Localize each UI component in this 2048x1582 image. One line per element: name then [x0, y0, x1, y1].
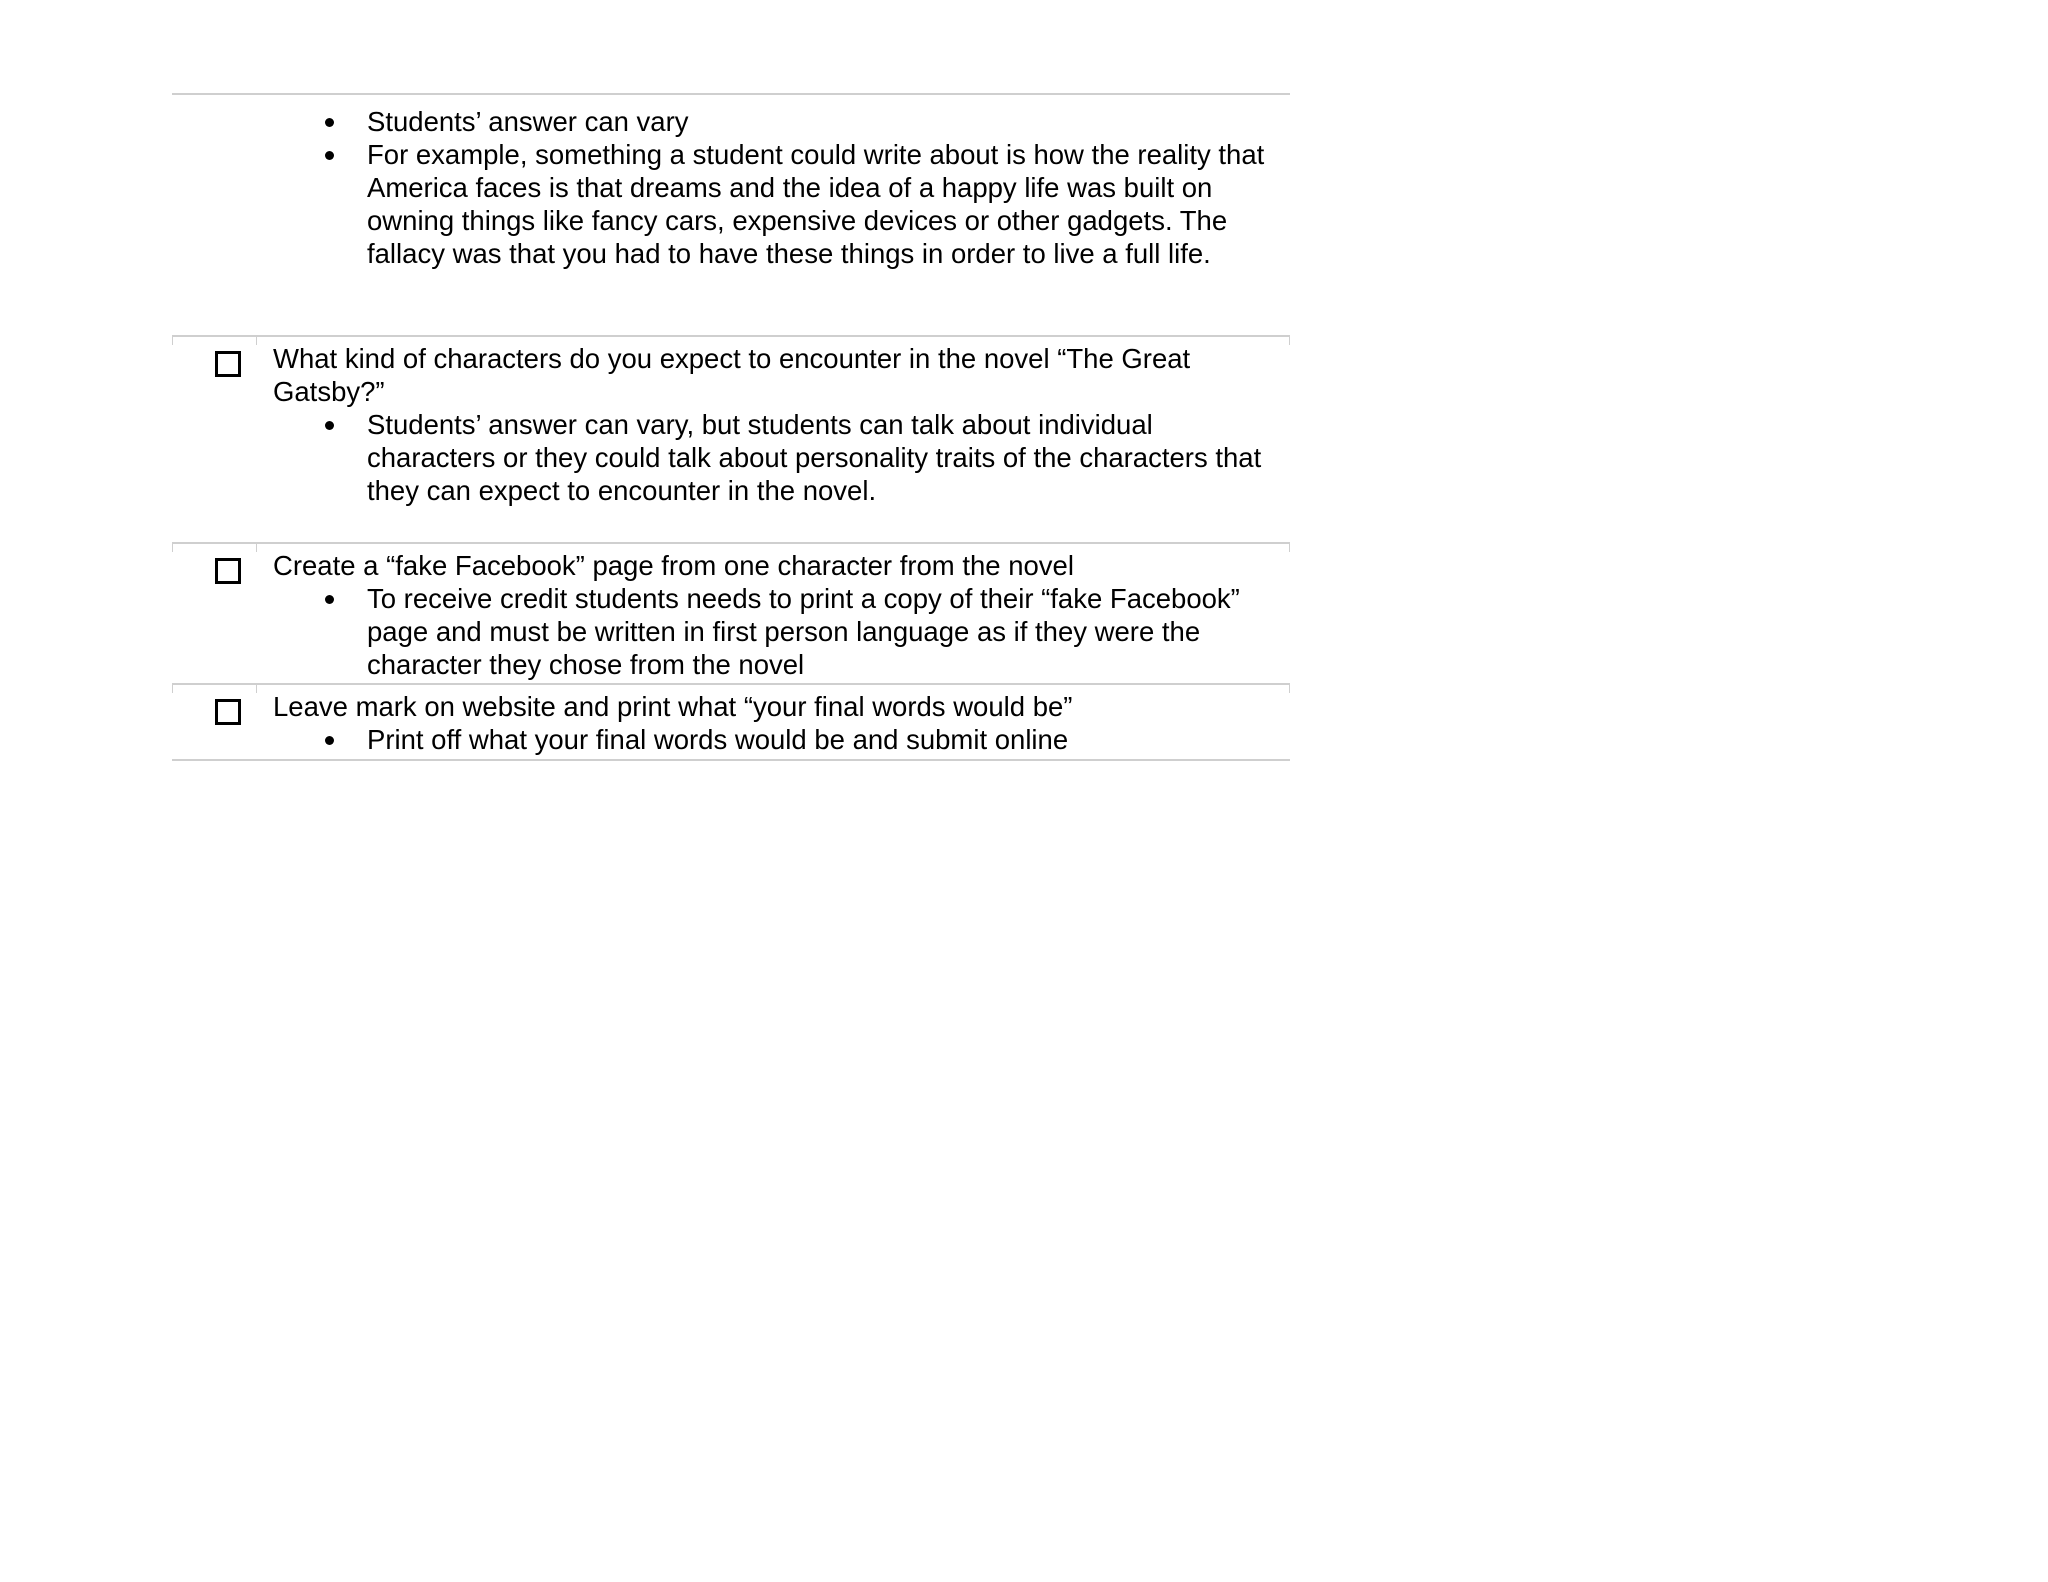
task-checkbox[interactable] — [215, 699, 241, 725]
list-item: Students’ answer can vary — [367, 105, 1270, 138]
bullet-list — [273, 723, 1270, 756]
table-row — [172, 93, 1290, 337]
task-question: Leave mark on website and print what “your final words would be” — [273, 691, 1073, 722]
bullet-list — [273, 408, 1270, 507]
task-checkbox[interactable] — [215, 558, 241, 584]
task-checkbox[interactable] — [215, 351, 241, 377]
assignment-table — [172, 93, 1290, 761]
list-item: To receive credit students needs to print a copy of their “fake Facebook” page and must be written in first person language as if they were the character they chose from the novel — [367, 582, 1270, 681]
list-item: For example, something a student could write about is how the reality that America faces is that dreams and the idea of a happy life was built on owning things like fancy cars, expensive devices or other gadgets. The fallacy was that you had to have these things in order to live a full life. — [367, 138, 1270, 270]
list-item: Students’ answer can vary, but students can talk about individual characters or they could talk about personality traits of the characters that they can expect to encounter in the novel. — [367, 408, 1270, 507]
task-question: Create a “fake Facebook” page from one character from the novel — [273, 550, 1074, 581]
bullet-list — [273, 105, 1270, 270]
task-question: What kind of characters do you expect to encounter in the novel “The Great Gatsby?” — [273, 343, 1191, 407]
list-item: Print off what your final words would be and submit online — [367, 723, 1270, 756]
table-row — [172, 544, 1290, 685]
table-row — [172, 337, 1290, 544]
table-row — [172, 685, 1290, 761]
bullet-list — [273, 582, 1270, 681]
